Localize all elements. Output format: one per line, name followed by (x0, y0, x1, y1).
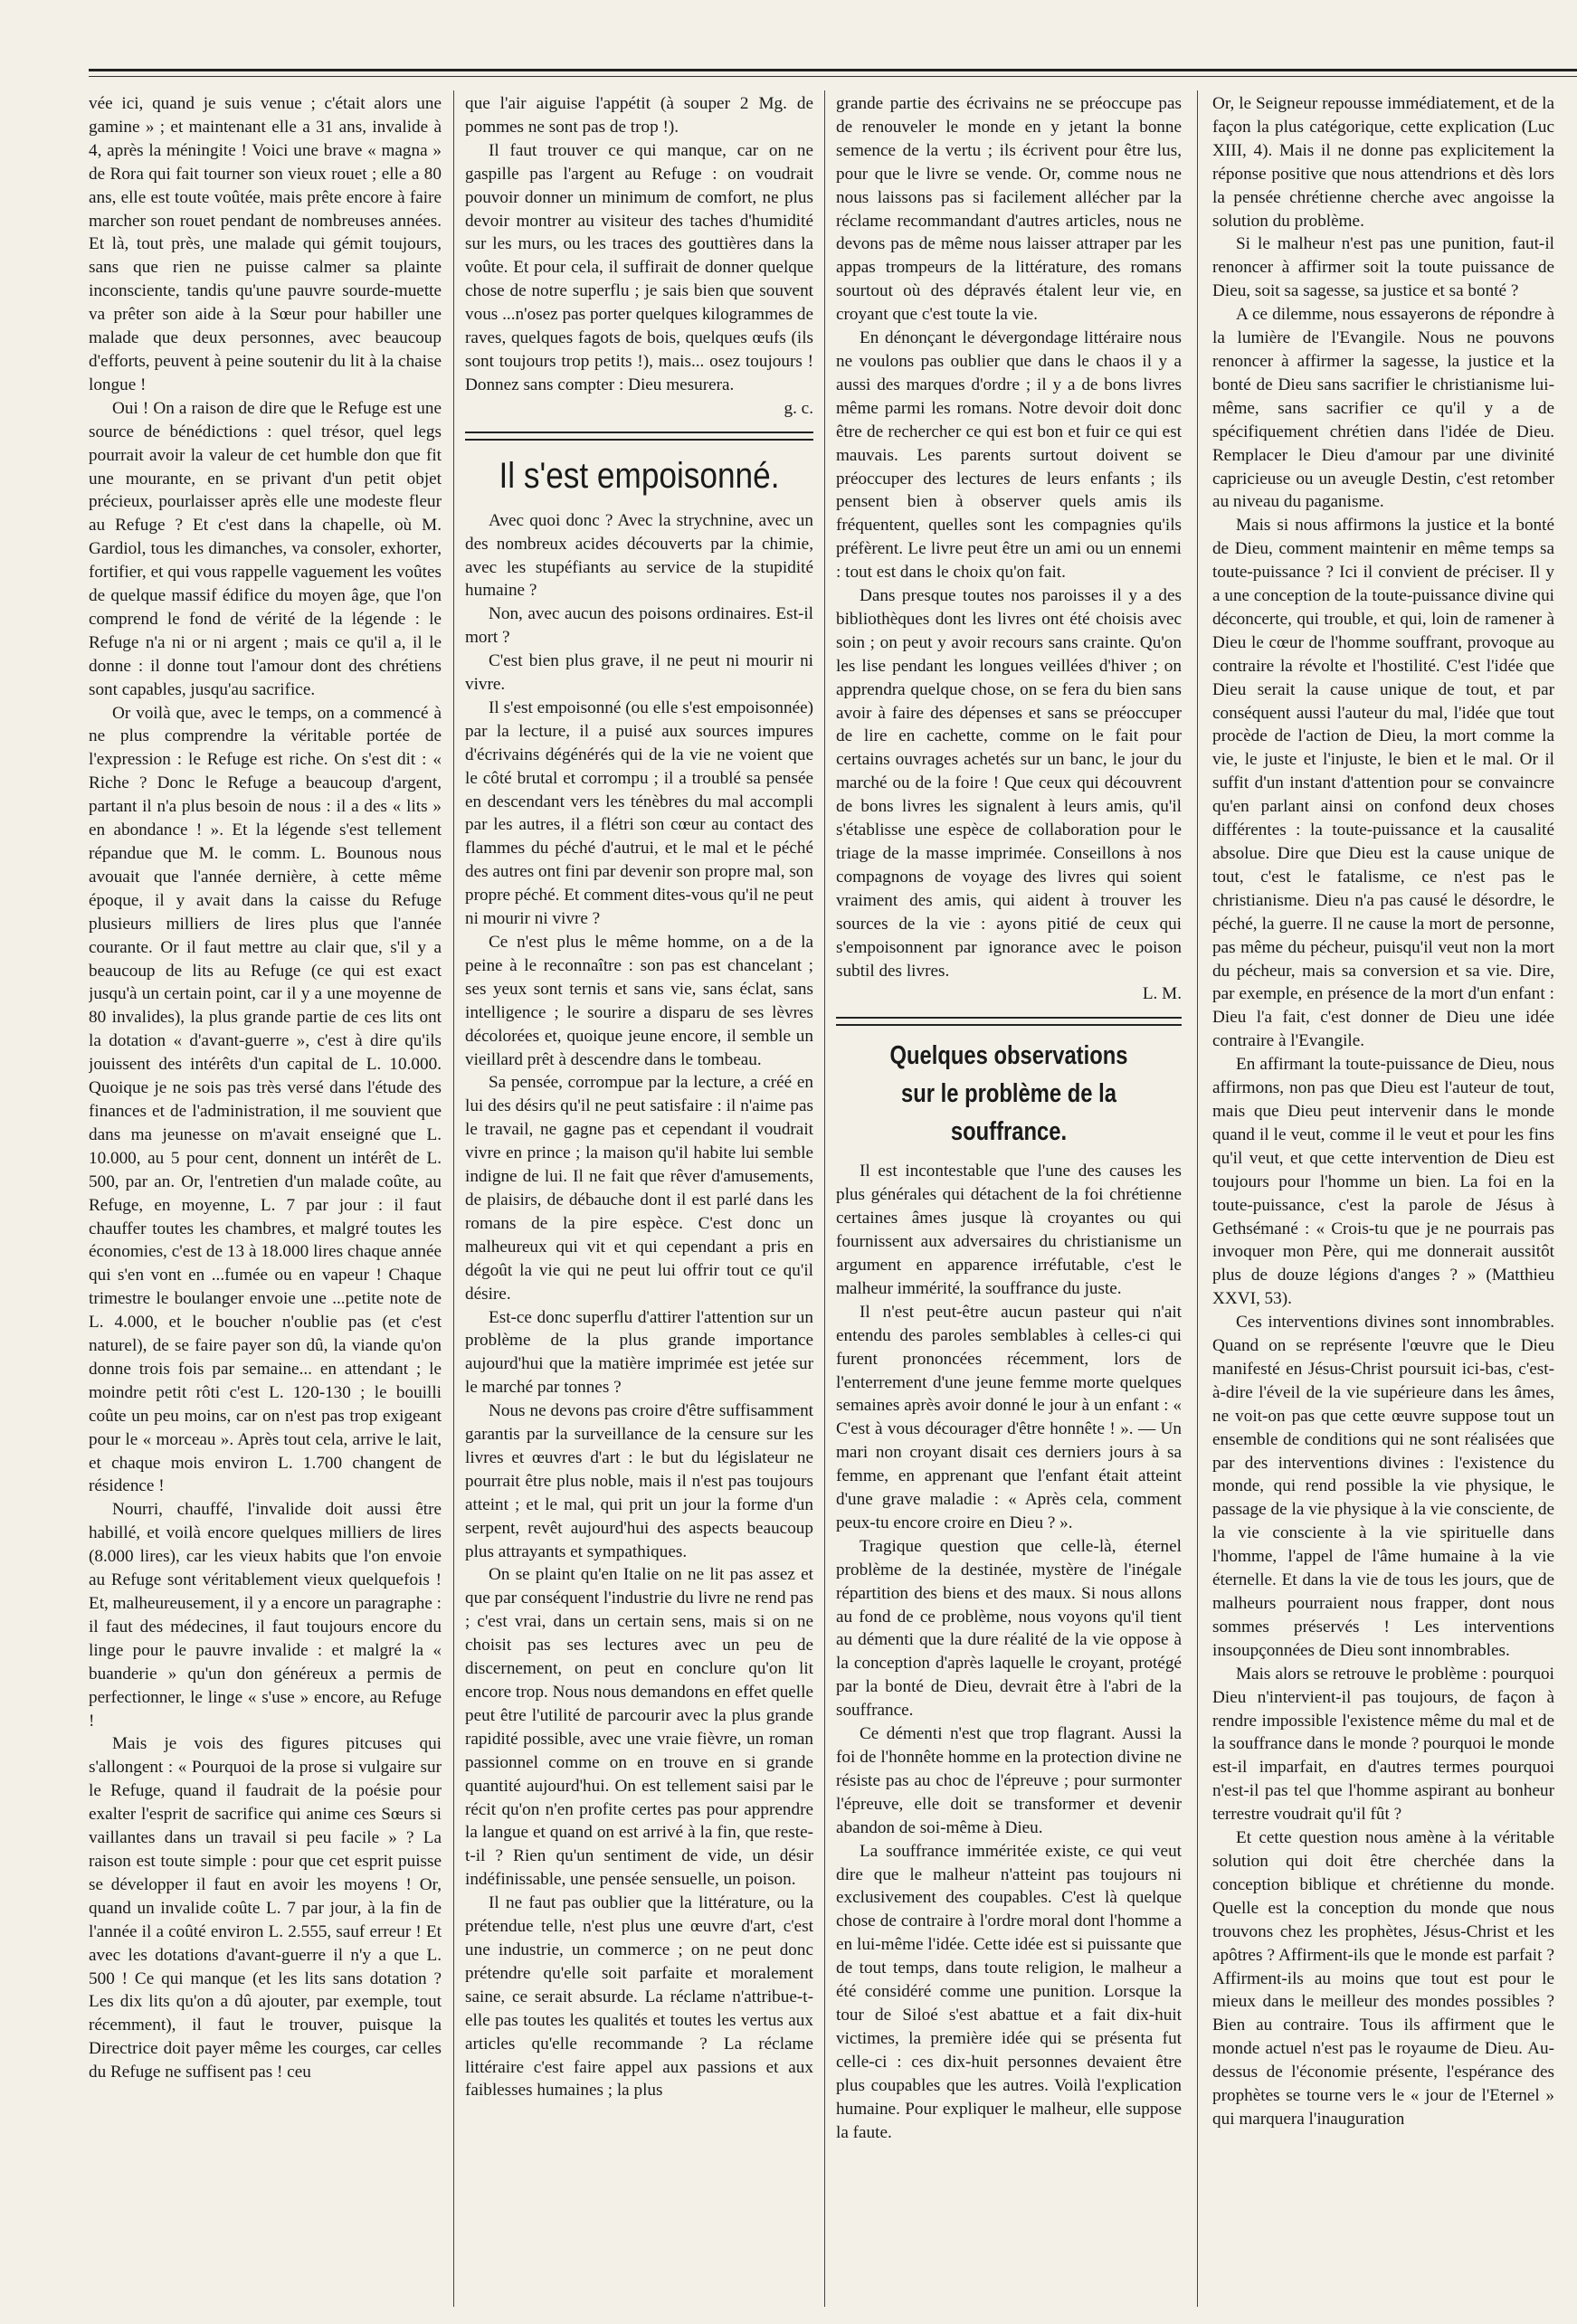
ornamental-divider (836, 1017, 1182, 1026)
paragraph: vée ici, quand je suis venue ; c'était alors une gamine » ; et maintenant elle a 31 ans, invalide à 4, après la méningite ! Voici une brave « magna » de Rora qui fait tourner son vieux rouet ; elle a 80 ans, elle est toute voûtée, mais prête encore à faire marcher son rouet pendant de nombreuses années. Et là, tout près, une malade qui gémit toujours, sans que rien ne puisse calmer sa plainte inconsciente, tandis qu'une pauvre sourde-muette va prêter son aide à la Sœur pour habiller une malade que deux personnes, avec beaucoup d'efforts, peuvent à peine soutenir du lit à la chaise longue ! (89, 94, 442, 394)
paragraph: Ces interventions divines sont innombrables. Quand on se représente l'œuvre que le Dieu manifesté en Jésus-Christ poursuit ici-bas, c'est-à-dire l'éveil de la vie supérieure dans les âmes, ne voit-on pas que cette œuvre suppose tout un ensemble de conditions qui ne sont réalisées que par des interventions divines : l'existence du monde, qui rend possible la vie physique, le passage de la vie physique à la vie consciente, de la vie consciente à la vie spirituelle dans l'homme, l'appel de l'âme humaine à la vie éternelle. Et dans la vie de tous les jours, que de malheurs pourraient nous frapper, dont nous sommes préservés ! Les interventions insoupçonnées de Dieu sont innombrables. (1212, 1313, 1554, 1660)
paragraph: Il faut trouver ce qui manque, car on ne gaspille pas l'argent au Refuge : on voudrait pouvoir donner un minimum de comfort, ne plus devoir montrer au visiteur des taches d'humidité sur les murs, ou les traces des gouttières dans la voûte. Et pour cela, il suffirait de donner quelque chose de notre superflu ; je sais bien que souvent vous ...n'osez pas porter quelques kilogrammes de raves, quelques fagots de bois, quelques œufs (ils sont toujours trop petits !), mais... osez toujours ! Donnez sans compter : Dieu mesurera. (465, 140, 813, 394)
ornamental-divider (465, 432, 813, 441)
paragraph: Ce démenti n'est que trop flagrant. Aussi la foi de l'honnête homme en la protection divine ne résiste pas au choc de l'épreuve ; pour surmonter l'épreuve, elle doit se transformer et devenir abandon de soi-même à Dieu. (836, 1724, 1182, 1837)
paragraph: En affirmant la toute-puissance de Dieu, nous affirmons, non pas que Dieu est l'auteur de tout, mais que Dieu peut intervenir dans le monde quand il le veut, comme il le veut et pour les fins qu'il veut, et que cette intervention de Dieu est toujours pour l'homme un bien. La foi en la toute-puissance, c'est la parole de Jésus à Gethsémané : « Crois-tu que je ne pourrais pas invoquer mon Père, qui me donnerait aussitôt plus de douze légions d'anges ? » (Matthieu XXVI, 53). (1212, 1055, 1554, 1309)
paragraph: Nous ne devons pas croire d'être suffisamment garantis par la surveillance de la censure sur les livres et œuvres d'art : le but du législateur ne pourrait être plus noble, mais il n'est pas toujours atteint ; et le mal, qui prit un jour la forme d'un serpent, revêt aujourd'hui des aspects beaucoup plus attrayants et sympathiques. (465, 1401, 813, 1561)
paragraph: Avec quoi donc ? Avec la strychnine, avec un des nombreux acides découverts par la chimie, avec les stupéfiants au service de la stupidité humaine ? (465, 510, 813, 601)
page-top-rule (89, 69, 1577, 71)
paragraph: Oui ! On a raison de dire que le Refuge est une source de bénédictions : quel trésor, quel legs pourrait avoir la valeur de cet humble don que fit une mourante, en se privant d'un petit objet précieux, pourlaisser après elle une modeste fleur au Refuge ? Et c'est dans la chapelle, où M. Gardiol, tous les dimanches, va consoler, exhorter, fortifier, et qui vous rappelle vaguement les voûtes de quelque massif édifice du moyen âge, que l'on comprend le fond de vérité de la légende : le Refuge n'a ni or ni argent ; mais ce qu'il a, il le donne : il donne tout l'amour dont des chrétiens sont capables, jusqu'au sacrifice. (89, 398, 442, 699)
paragraph: Est-ce donc superflu d'attirer l'attention sur un problème de la plus grande importance aujourd'hui que la matière imprimée est jetée sur le marché par tonnes ? (465, 1307, 813, 1398)
column-1 (89, 92, 442, 2291)
paragraph: grande partie des écrivains ne se préoccupe pas de renouveler le monde en y jetant la bonne semence de la vertu ; ils écrivent pour être lus, pour que le livre se vende. Or, comme nous ne nous laissons pas si facilement allécher par la réclame recommandant d'autres articles, nous ne devons pas de même nous laisser attraper par les appas trompeurs de la littérature, des romans sourtout où des dépravés étalent leur vie, en croyant que c'est toute la vie. (836, 94, 1182, 325)
paragraph: Non, avec aucun des poisons ordinaires. Est-il mort ? (465, 604, 813, 648)
article-title (867, 1037, 1150, 1151)
column-divider (1197, 90, 1198, 2307)
paragraph: Mais je vois des figures pitcuses qui s'allongent : « Pourquoi de la prose si vulgaire sur le Refuge, quand il faudrait de la poésie pour exalter l'esprit de sacrifice qui anime ces Sœurs si vaillantes dans un travail si peu facile » ? La raison est toute simple : pour que cet esprit puisse se développer il faut en avoir les moyens ! Or, quand un invalide coûte L. 7 par jour, à la fin de l'année il a coûté environ L. 2.555, sauf erreur ! Et avec les dotations d'avant-guerre il n'y a que L. 500 ! Ce qui manque (et les lits sans dotation ? Les dix lits qu'on a dû ajouter, par exemple, tout récemment), il faut le trouver, puisque la Directrice doit payer même les courges, car celles du Refuge ne suffisent pas ! ceu (89, 1734, 442, 2082)
paragraph: Il ne faut pas oublier que la littérature, ou la prétendue telle, n'est plus une œuvre d'art, c'est une industrie, un commerce ; on ne peut donc prétendre qu'elle soit parfaite et moralement saine, ce serait absurde. La réclame n'attribue-t-elle pas toutes les qualités et toutes les vertus aux articles qu'elle recommande ? La réclame littéraire c'est faire appel aux passions et aux faiblesses humaines ; la plus (465, 1893, 813, 2101)
paragraph: Mais si nous affirmons la justice et la bonté de Dieu, comment maintenir en même temps sa toute-puissance ? Ici il convient de préciser. Il y a une conception de la toute-puissance divine qui déconcerte, qui trouble, et qui, loin de ramener à Dieu le cœur de l'homme souffrant, provoque au contraire la révolte et l'hostilité. C'est l'idée que Dieu serait la cause unique de tout, et par conséquent aussi l'auteur du mal, l'idée que tout procède de l'action de Dieu, la mort comme la vie, le juste et l'injuste, le bien et le mal. Or il suffit d'un instant d'attention pour se convaincre qu'en parlant ainsi on confond deux choses différentes : la toute-puissance et la causalité absolue. Dire que Dieu est la cause unique de tout, c'est le fatalisme, ce n'est pas le christianisme. Dieu n'a pas causé le désordre, le péché, la guerre. Il ne cause la mort de personne, pas même du pécheur, puisqu'il veut non la mort du pécheur, mais sa conversion et sa vie. Dire, par exemple, en présence de la mort d'un enfant : Dieu l'a fait, c'est donner de Dieu une idée contraire à l'Evangile. (1212, 516, 1554, 1051)
column-divider (453, 90, 454, 2307)
paragraph: Si le malheur n'est pas une punition, faut-il renoncer à affirmer soit la toute puissance de Dieu, soit sa sagesse, sa justice et sa bonté ? (1212, 234, 1554, 301)
paragraph: On se plaint qu'en Italie on ne lit pas assez et que par conséquent l'industrie du livre ne rend pas ; c'est vrai, dans un certain sens, mais si on ne choisit pas ses lectures avec un peu de discernement, on peut en conclure qu'on lit encore trop. Nous nous demandons en effet quelle peut être l'utilité de parcourir avec la plus grande rapidité possible, avec une vraie fièvre, un roman passionnel comme on en trouve en si grande quantité aujourd'hui. On est tellement saisi par le récit qu'on n'en profite certes pas pour apprendre la langue et quand on est arrivé à la fin, que reste-t-il ? Rien qu'un sentiment de vide, un désir indéfinissable, une pensée sensuelle, un poison. (465, 1565, 813, 1890)
paragraph: Mais alors se retrouve le problème : pourquoi Dieu n'intervient-il pas toujours, de façon à rendre impossible l'existence même du mal et de la souffrance dans le monde ? pourquoi le monde est-il imparfait, en d'autres termes pourquoi n'est-il pas tel que l'homme aspirant au bonheur terrestre voudrait qu'il fût ? (1212, 1664, 1554, 1825)
paragraph: Et cette question nous amène à la véritable solution qui doit être cherchée dans la conception biblique et chrétienne du monde. Quelle est la conception du monde que nous trouvons chez les prophètes, Jésus-Christ et les apôtres ? Affirment-ils que le monde est parfait ? Affirment-ils au moins que tout est pour le mieux dans le meilleur des mondes possibles ? Bien au contraire. Tous ils affirment que le monde actuel n'est pas le royaume de Dieu. Au-dessus de l'économie présente, l'espérance des prophètes se tourne vers le « jour de l'Eternel » qui marquera l'inauguration (1212, 1828, 1554, 2129)
paragraph: Il n'est peut-être aucun pasteur qui n'ait entendu des paroles semblables à celles-ci qui furent prononcées récemment, lors de l'enterrement d'une jeune femme morte quelques semaines après avoir donné le jour à un enfant : « C'est à vous décourager d'être honnête ! ». — Un mari non croyant disait ces derniers jours à sa femme, en apprenant que l'enfant était atteint d'une grave maladie : « Après cela, comment peux-tu encore croire en Dieu ? ». (836, 1302, 1182, 1532)
column-divider (824, 90, 825, 2307)
paragraph: Dans presque toutes nos paroisses il y a des bibliothèques dont les livres ont été choisis avec soin ; on peut y avoir recours sans crainte. Qu'on les lise pendant les longues veillées d'hiver ; on apprendra quelque chose, on se fera du bien sans avoir à faire des dépenses et sans se préoccuper de lire en cachette, comme on le fait pour certains ouvrages achetés sur un banc, le jour du marché ou de la foire ! Que ceux qui découvrent de bons livres les signalent à leurs amis, qu'il s'établisse une espèce de collaboration pour le triage de la masse imprimée. Conseillons à nos compagnons de voyage des livres qui soient vraiment des amis, qui aident à trouver les sources de la vie : ayons pitié de ceux qui s'empoisonnent par ignorance avec le poison subtil des livres. (836, 586, 1182, 981)
signature: g. c. (784, 398, 813, 418)
paragraph: A ce dilemme, nous essayerons de répondre à la lumière de l'Evangile. Nous ne pouvons renoncer à affirmer la sagesse, la justice et la bonté de Dieu sans sacrifier le christianisme lui-même, sans sacrifier ce qu'il y a de spécifiquement chrétien dans l'idée de Dieu. Remplacer le Dieu d'amour par une divinité capricieuse ou un aveugle Destin, c'est retomber au niveau du paganisme. (1212, 305, 1554, 512)
paragraph: que l'air aiguise l'appétit (à souper 2 Mg. de pommes ne sont pas de trop !). (465, 94, 813, 137)
paragraph: Or voilà que, avec le temps, on a commencé à ne plus comprendre la véritable portée de l'expression : le Refuge est riche. On s'est dit : « Riche ? Donc le Refuge a beaucoup d'argent, partant il n'a plus besoin de nous : il a des « lits » en abondance ! ». Et la légende s'est tellement répandue que M. le comm. L. Bounous nous avouait que l'année dernière, à cette même époque, il y avait dans la caisse du Refuge plusieurs milliers de lires plus que l'année courante. Or il faut mettre au clair que, s'il y a beaucoup de lits au Refuge (ce qui est exact jusqu'à un certain point, car il y a une moyenne de 80 invalides), la plus grande partie de ces lits ont la dotation « d'avant-guerre », c'est à dire qu'ils jouissent des intérêts d'un capital de L. 10.000. Quoique je ne sois pas très versé dans l'étude des finances et de l'administration, il me souvient que dans ma jeunesse on m'avait enseigné que L. 10.000, au 5 pour cent, donnent un intérêt de L. 500, par an. Or, l'entretien d'un malade coûte, au Refuge, en moyenne, L. 7 par jour : il faut chauffer toutes les chambres, et malgré toutes les économies, c'est de 13 à 18.000 lires chaque année qui s'en vont en ...fumée ou en vapeur ! Chaque trimestre le boulanger envoie une ...petite note de L. 4.000, et le boucher n'oublie pas (et c'est naturel), de se faire payer son dû, la viande qu'on donne trois fois par semaine... en attendant ; le moindre petit rôti c'est L. 120-130 ; le bouilli coûte un peu moins, car on n'est pas trop exigeant pour le « morceau ». Après tout cela, arrive le lait, et chaque mois environ L. 1.700 changent de résidence ! (89, 703, 442, 1496)
paragraph: Il s'est empoisonné (ou elle s'est empoisonnée) par la lecture, il a puisé aux sources impures d'écrivains dégénérés qui de la vie ne voient que le côté brutal et corrompu ; il a troublé sa pensée en descendant vers les ténèbres du mal accompli par les autres, il a flétri son cœur au contact des flammes du péché d'autrui, et le mal et le péché des autres ont fini par devenir son propre mal, son propre péché. Et comment dites-vous qu'il ne peut ni mourir ni vivre ? (465, 697, 813, 929)
page-top-rule-thin (89, 76, 1577, 77)
paragraph: Sa pensée, corrompue par la lecture, a créé en lui des désirs qu'il ne peut satisfaire : il n'aime pas le travail, ne gagne pas et cependant il voudrait vivre en prince ; la maison qu'il habite lui semble indigne de lui. Il ne fait que rêver d'amusements, de plaisirs, de débauche dont il est parlé dans les romans de la pire espèce. C'est donc un malheureux qui vit et qui cependant a pris en dégoût la vie qui ne peut lui offrir tout ce qu'il désire. (465, 1073, 813, 1304)
paragraph: En dénonçant le dévergondage littéraire nous ne voulons pas oublier que dans le chaos il y a aussi des marques d'ordre ; il y a de bons livres même parmi les romans. Notre devoir doit donc être de rechercher ce qui est bon et fuir ce qui est mauvais. Les parents surtout doivent se préoccuper des lectures de leurs enfants ; ils pensent bien à observer quels amis ils fréquentent, quelles sont les compagnies qu'ils préfèrent. Le livre peut être un ami ou un ennemi : tout est dans le choix qu'on fait. (836, 328, 1182, 583)
paragraph: C'est bien plus grave, il ne peut ni mourir ni vivre. (465, 651, 813, 695)
paragraph: Nourri, chauffé, l'invalide doit aussi être habillé, et voilà encore quelques milliers de lires (8.000 lires), car les vieux habits que l'on envoie au Refuge sont véritablement vieux quelquefois ! Et, malheureusement, il y a encore un paragraphe : il faut des médecines, il faut toujours encore du linge pour le pauvre invalide : et malgré la « buanderie » qu'un don généreux a permis de perfectionner, le linge « s'use » encore, au Refuge ! (89, 1500, 442, 1731)
paragraph: Il est incontestable que l'une des causes les plus générales qui détachent de la foi chrétienne certaines âmes jusque là croyantes ou qui fournissent aux adversaires du christianisme un argument en apparence irréfutable, c'est le malheur immérité, la souffrance du juste. (836, 1162, 1182, 1298)
article-title-line: sur le problème de la souffrance. (901, 1079, 1116, 1147)
paragraph: Ce n'est plus le même homme, on a de la peine à le reconnaître : son pas est chancelant ; ses yeux sont ternis et sans vie, sans éclat, sans intelligence ; le sourire a disparu de ses lèvres décolorées et, quoique jeune encore, il semble un vieillard prêt à descendre dans le tombeau. (465, 933, 813, 1069)
column-3 (836, 92, 1182, 2291)
column-2 (465, 92, 813, 2291)
article-title-line: Quelques observations (889, 1041, 1128, 1071)
paragraph: Or, le Seigneur repousse immédiatement, et de la façon la plus catégorique, cette explication (Luc XIII, 4). Mais il ne donne pas explicitement la réponse positive que nous attendrions et dès lors la pensée chrétienne cherche avec angoisse la solution du problème. (1212, 94, 1554, 231)
paragraph: La souffrance imméritée existe, ce qui veut dire que le malheur n'atteint pas toujours ni exclusivement des coupables. C'est là quelque chose de contraire à l'ordre moral dont l'homme a en lui-même l'idée. Cette idée est si puissante que de tout temps, dans toute religion, le malheur a été considéré comme une punition. Lorsque la tour de Siloé s'est abattue et a fait dix-huit victimes, la première idée qui se présenta fut celle-ci : ces dix-huit personnes devaient être plus coupables que les autres. Voilà l'explication humaine. Pour expliquer le malheur, elle suppose la faute. (836, 1841, 1182, 2142)
article-title: Il s'est empoisonné. (499, 455, 780, 496)
signature: L. M. (1142, 984, 1182, 1004)
column-4 (1212, 92, 1554, 2291)
paragraph: Tragique question que celle-là, éternel problème de la destinée, mystère de l'inégale répartition des biens et des maux. Si nous allons au fond de ce problème, nous voyons qu'il tient au démenti que la dure réalité de la vie oppose à la conception d'après laquelle le croyant, protégé par la bonté de Dieu, devrait être à l'abri de la souffrance. (836, 1536, 1182, 1721)
